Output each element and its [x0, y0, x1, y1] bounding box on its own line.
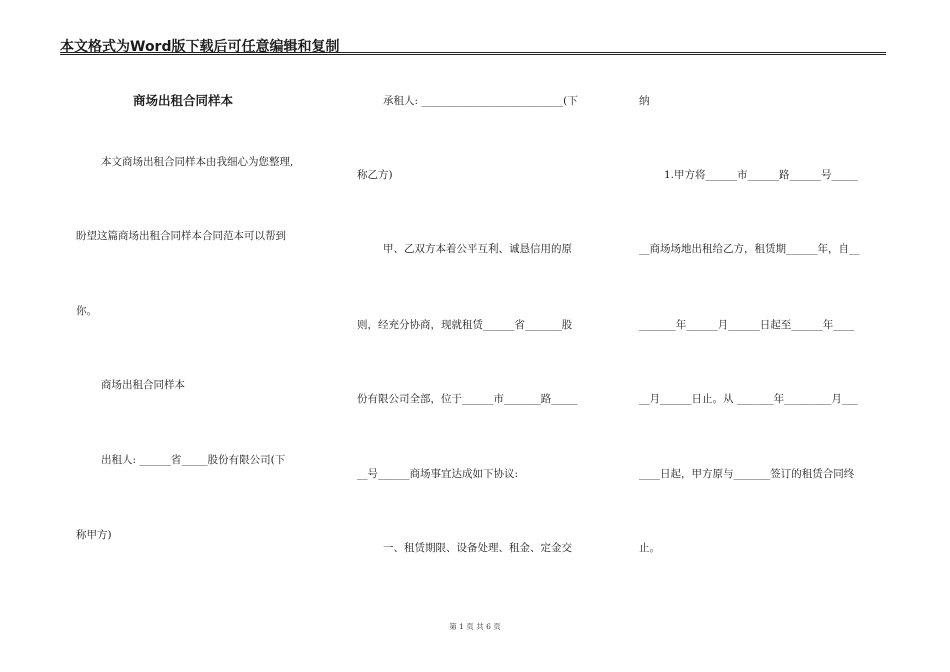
paragraph-line: 1.甲方将______市______路______号_____: [664, 169, 858, 181]
paragraph-line: 称乙方): [357, 169, 393, 181]
paragraph-line: __商场场地出租给乙方，租赁期______年，自__: [639, 243, 860, 255]
paragraph-line: __月______日止。从 _______年_________月___: [639, 393, 858, 405]
paragraph-line: 盼望这篇商场出租合同样本合同范本可以帮到: [76, 230, 286, 242]
header-rule-bottom: [60, 54, 886, 55]
paragraph-line: 你。: [76, 305, 97, 317]
section-heading: 一、租赁期限、设备处理、租金、定金交: [383, 542, 572, 554]
document-title: 商场出租合同样本: [133, 93, 234, 108]
paragraph-line: _______年______月______日起至______年____: [639, 319, 855, 331]
header-rule-top: [60, 52, 886, 53]
paragraph-line: __号______商场事宜达成如下协议:: [357, 468, 519, 480]
paragraph-line: 承租人: ___________________________(下: [383, 95, 578, 107]
section-heading: 商场出租合同样本: [101, 379, 185, 391]
paragraph-line: 称甲方): [76, 529, 112, 541]
paragraph-line: 纳: [639, 95, 650, 107]
document-banner: 本文格式为Word版下载后可任意编辑和复制: [60, 39, 340, 55]
page-number: 第 1 页 共 6 页: [449, 622, 501, 631]
paragraph-line: 份有限公司全部，位于______市_______路_____: [357, 393, 578, 405]
paragraph-line: ____日起，甲方原与_______签订的租赁合同终: [639, 468, 855, 480]
paragraph-line: 甲、乙双方本着公平互利、诚恳信用的原: [383, 243, 572, 255]
paragraph-line: 止。: [639, 542, 660, 554]
paragraph-line: 则，经充分协商，现就租赁______省_______股: [357, 319, 573, 331]
paragraph-line: 本文商场出租合同样本由我细心为您整理,: [101, 156, 294, 168]
paragraph-line: 出租人: ______省_____股份有限公司(下: [101, 454, 286, 466]
